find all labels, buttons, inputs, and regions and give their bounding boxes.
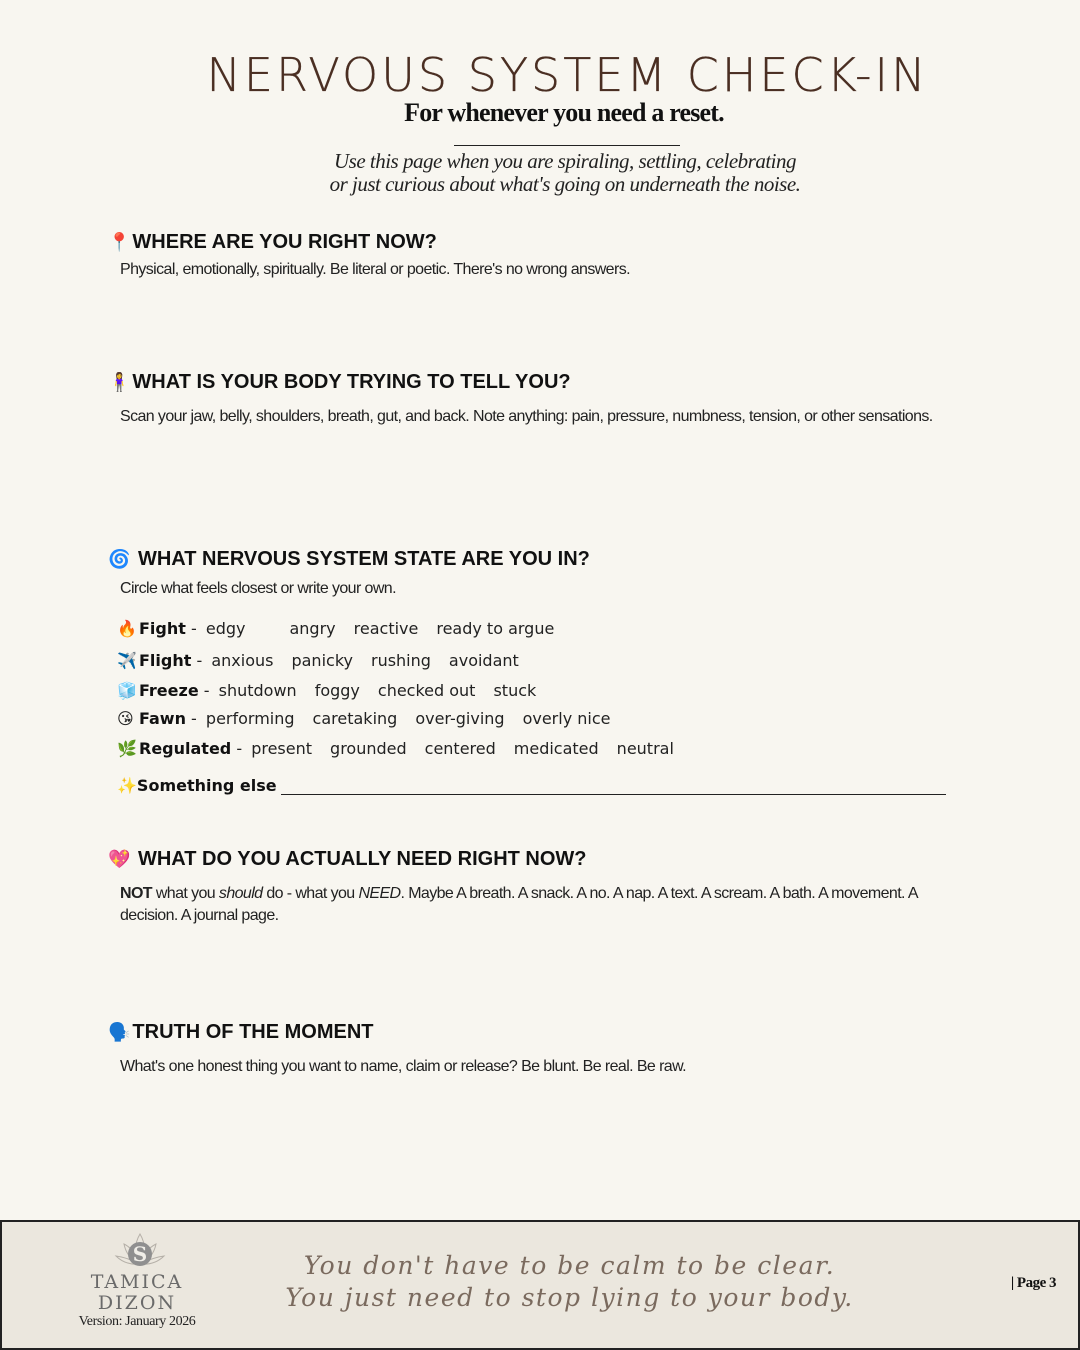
something-else-row — [117, 776, 946, 795]
state-option[interactable]: overly nice — [522, 709, 611, 728]
state-row-fight — [117, 619, 554, 638]
state-option[interactable]: caretaking — [312, 709, 398, 728]
heart-icon: 💖 — [108, 849, 131, 869]
state-separator: - — [231, 739, 248, 758]
section-state-text: Circle what feels closest or write your own. — [120, 580, 396, 597]
state-row-regulated — [117, 739, 674, 758]
version-text: Version: January 2026 — [78, 1314, 196, 1329]
footer-quote — [2, 1250, 1080, 1314]
cyclone-icon: 🌀 — [108, 549, 131, 569]
state-separator: - — [185, 619, 202, 638]
state-option[interactable]: panicky — [291, 651, 353, 670]
state-separator: - — [191, 651, 208, 670]
ice-cube-icon: 🧊 — [117, 681, 137, 700]
state-name: Fawn — [139, 709, 186, 728]
section-truth-text: What's one honest thing you want to name, claim or release? Be blunt. Be real. Be raw. — [120, 1058, 687, 1075]
svg-text:S: S — [132, 1242, 148, 1266]
state-option[interactable]: rushing — [370, 651, 431, 670]
need-not: NOT — [120, 885, 152, 902]
intro-text — [0, 150, 1080, 196]
need-need: NEED — [358, 885, 401, 902]
speaking-head-icon: 🗣️ — [108, 1022, 131, 1042]
section-truth-heading — [108, 1021, 374, 1044]
state-separator: - — [185, 709, 202, 728]
state-option[interactable]: shutdown — [218, 681, 297, 700]
state-row-flight — [117, 651, 519, 670]
need-text-a: what you — [151, 885, 219, 902]
section-body-heading — [108, 371, 571, 394]
need-text-b: do - what you — [262, 885, 359, 902]
section-body-title: WHAT IS YOUR BODY TRYING TO TELL YOU? — [132, 371, 571, 393]
section-where-title: WHERE ARE YOU RIGHT NOW? — [132, 231, 437, 253]
fire-icon: 🔥 — [117, 619, 137, 638]
intro-line-1: Use this page when you are spiraling, settling, celebrating — [333, 149, 796, 173]
state-option[interactable]: angry — [289, 619, 336, 638]
brand-name-line-1: TAMICA — [90, 1271, 184, 1293]
need-should: should — [218, 885, 263, 902]
section-where-text: Physical, emotionally, spiritually. Be literal or poetic. There's no wrong answers. — [120, 261, 630, 278]
state-option[interactable]: over-giving — [415, 709, 505, 728]
herb-icon: 🌿 — [117, 739, 137, 758]
state-row-freeze — [117, 681, 536, 700]
state-option[interactable]: grounded — [330, 739, 407, 758]
page-subtitle: For whenever you need a reset. — [404, 98, 724, 127]
subtitle-divider — [454, 145, 680, 146]
section-need-title: WHAT DO YOU ACTUALLY NEED RIGHT NOW? — [137, 848, 587, 870]
state-option[interactable]: centered — [424, 739, 496, 758]
state-option[interactable]: anxious — [211, 651, 274, 670]
state-separator: - — [198, 681, 215, 700]
pin-icon: 📍 — [108, 232, 131, 252]
quote-line-1: You don't have to be calm to be clear. — [303, 1251, 836, 1280]
page-title: NERVOUS SYSTEM CHECK-IN — [206, 48, 929, 102]
footer — [0, 1220, 1080, 1350]
section-state-heading — [108, 548, 590, 571]
state-row-fawn — [117, 709, 610, 728]
section-truth-title: TRUTH OF THE MOMENT — [132, 1021, 374, 1043]
kiss-face-icon: 😘 — [117, 709, 134, 728]
state-option[interactable]: edgy — [205, 619, 246, 638]
state-option[interactable]: present — [251, 739, 313, 758]
something-else-label: Something else — [136, 776, 277, 795]
state-option[interactable]: reactive — [353, 619, 419, 638]
section-state-title: WHAT NERVOUS SYSTEM STATE ARE YOU IN? — [137, 548, 590, 570]
state-option[interactable]: neutral — [616, 739, 674, 758]
need-text-c: . Maybe A breath. A snack. A no. A nap. A text. A scream. A bath. A movement. A decision. A journal page. — [120, 885, 918, 924]
section-need-heading — [108, 848, 587, 871]
intro-line-2: or just curious about what's going on underneath the noise. — [329, 172, 801, 196]
state-name: Fight — [139, 619, 186, 638]
state-option[interactable]: stuck — [493, 681, 537, 700]
something-else-blank-line[interactable] — [281, 776, 946, 795]
brand-name-line-2: DIZON — [97, 1292, 177, 1314]
state-option[interactable]: checked out — [377, 681, 476, 700]
page-number: | Page 3 — [1010, 1275, 1056, 1291]
state-option[interactable]: avoidant — [448, 651, 519, 670]
state-option[interactable]: foggy — [314, 681, 360, 700]
section-body-text: Scan your jaw, belly, shoulders, breath, gut, and back. Note anything: pain, pressure, numbness, tension, or other sensations. — [120, 408, 933, 425]
state-name: Regulated — [139, 739, 232, 758]
state-name: Flight — [139, 651, 192, 670]
person-icon: 🧍‍♀️ — [108, 372, 131, 392]
state-option[interactable]: medicated — [513, 739, 599, 758]
section-where-heading — [108, 231, 437, 254]
state-option[interactable]: performing — [205, 709, 295, 728]
quote-line-2: You just need to stop lying to your body. — [285, 1283, 854, 1312]
sparkles-icon: ✨ — [117, 776, 137, 795]
state-option[interactable]: ready to argue — [436, 619, 555, 638]
state-name: Freeze — [139, 681, 199, 700]
section-need-text — [120, 883, 970, 927]
airplane-icon: ✈️ — [117, 651, 137, 670]
